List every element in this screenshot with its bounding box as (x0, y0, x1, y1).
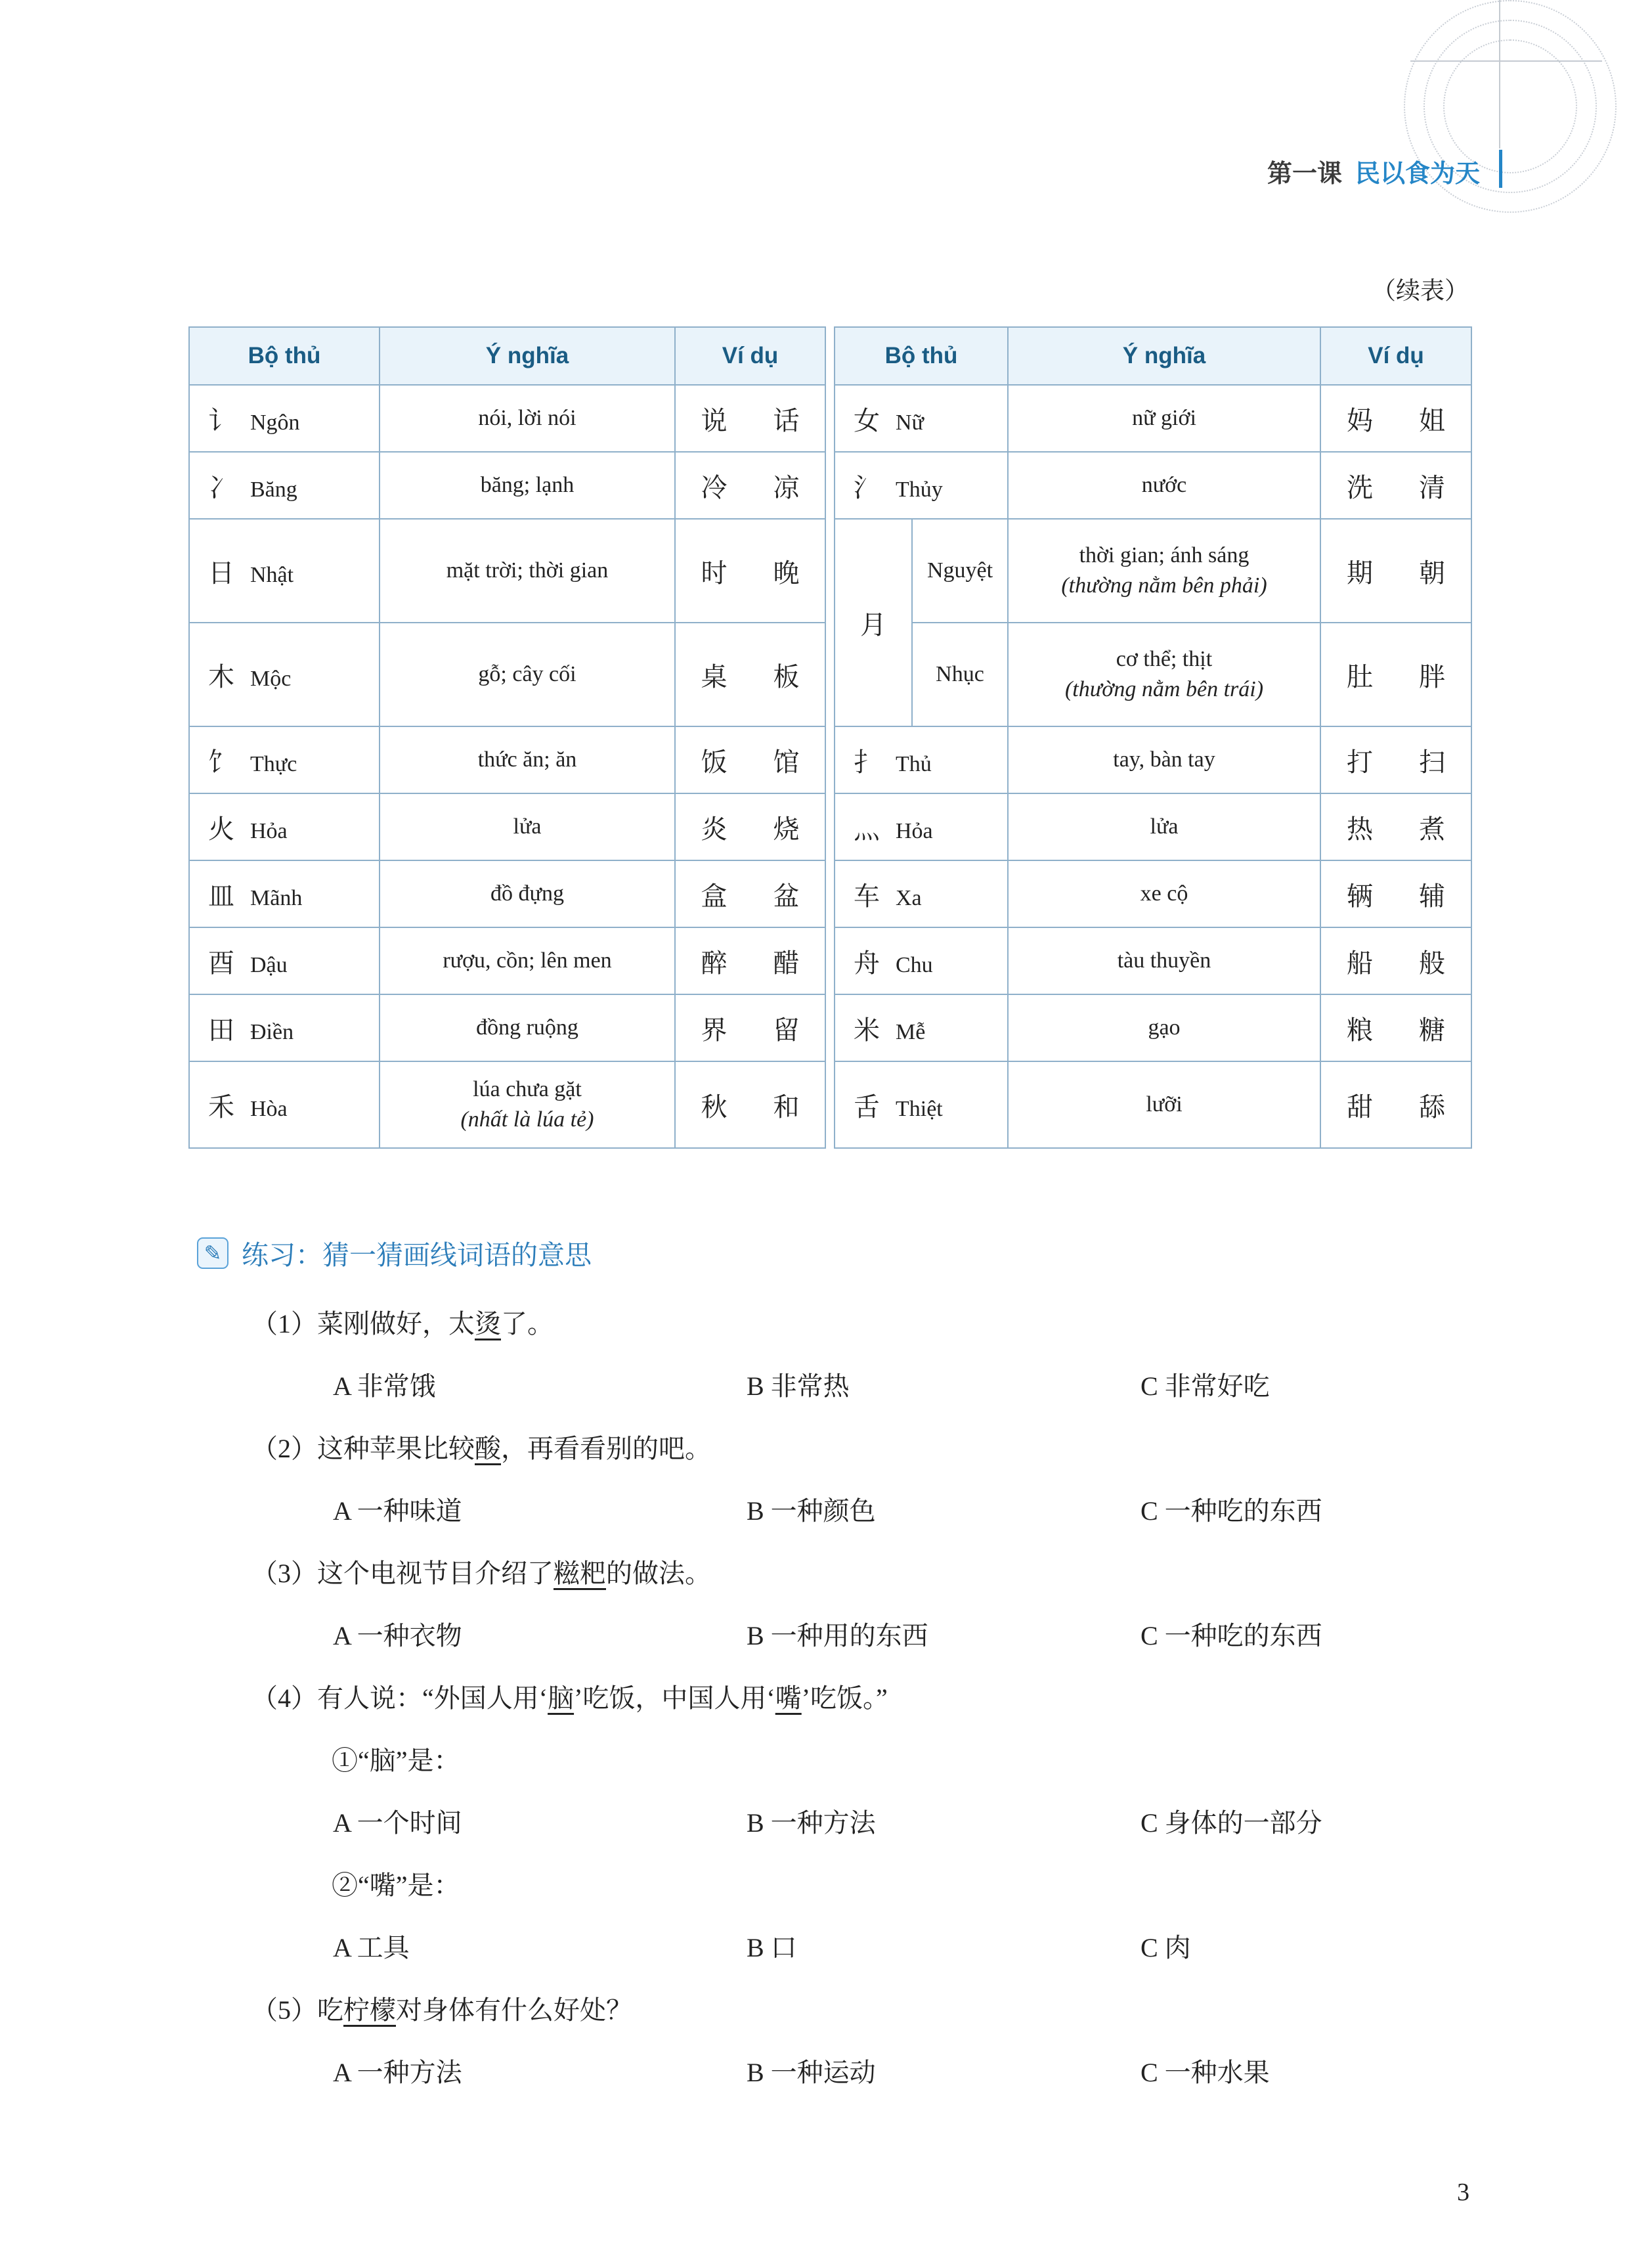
radical-name-cell (912, 623, 1008, 726)
meaning-cell: tàu thuyền (1008, 927, 1320, 994)
exercise-header (197, 1233, 592, 1272)
table-row (835, 519, 1471, 623)
meaning-cell: thức ăn; ăn (380, 726, 675, 793)
radical-cell (835, 994, 1008, 1061)
example-char: 醋 (773, 948, 800, 978)
table-row (189, 860, 825, 927)
meaning-cell: cơ thể; thịt (thường nằm bên trái) (1008, 623, 1320, 726)
table-row (835, 994, 1471, 1061)
example-cell (675, 793, 825, 860)
col-header-example: Ví dụ (1320, 327, 1471, 385)
example-cell (675, 519, 825, 623)
radical-cell (835, 1061, 1008, 1148)
radical-char: 女 (854, 405, 880, 435)
radical-name: Mãnh (250, 885, 303, 910)
example-char: 醉 (701, 948, 728, 978)
radical-char: 禾 (208, 1092, 234, 1122)
example-char: 盆 (773, 881, 800, 911)
table-header-row (189, 327, 825, 385)
example-char: 扫 (1419, 747, 1445, 777)
radical-name: Mễ (896, 1019, 926, 1044)
radical-cell (189, 860, 380, 927)
example-char: 煮 (1419, 814, 1445, 844)
radical-char: 月 (860, 609, 886, 640)
question-4-sub-2: ②“嘴”是： (332, 1871, 460, 1900)
example-char: 晚 (773, 558, 800, 588)
example-char: 洗 (1347, 472, 1373, 502)
radicals-table-right (834, 326, 1472, 1149)
radical-cell (189, 385, 380, 452)
radical-name: Thủ (896, 751, 932, 776)
radical-char: 氵 (854, 472, 880, 502)
meaning-cell: tay, bàn tay (1008, 726, 1320, 793)
example-char: 姐 (1419, 405, 1445, 435)
option-b: B 一种用的东西 (747, 1621, 928, 1650)
decorative-horizontal-line (1410, 60, 1602, 62)
example-char: 话 (773, 405, 800, 435)
table-row (835, 726, 1471, 793)
radical-name: Thiệt (896, 1096, 943, 1121)
table-row (835, 927, 1471, 994)
radical-name: Nhục (936, 662, 984, 686)
example-cell (1320, 519, 1471, 623)
table-row (189, 623, 825, 726)
table-row (189, 726, 825, 793)
example-cell (675, 860, 825, 927)
example-char: 清 (1419, 472, 1445, 502)
continued-table-label: （续表） (1372, 278, 1469, 305)
radical-char: 舌 (854, 1092, 880, 1122)
radical-char: 舟 (854, 948, 880, 978)
option-a: A 一种衣物 (333, 1621, 462, 1650)
radical-name: Ngôn (250, 410, 300, 435)
radical-char: 讠 (208, 405, 234, 435)
example-char: 甜 (1347, 1092, 1373, 1122)
example-char: 秋 (701, 1092, 728, 1122)
radical-cell (835, 927, 1008, 994)
example-char: 肚 (1347, 661, 1373, 692)
radical-char: 冫 (208, 472, 234, 502)
example-char: 辆 (1347, 881, 1373, 911)
meaning-cell: nước (1008, 452, 1320, 519)
underlined-word: 嘴 (775, 1683, 802, 1713)
example-char: 朝 (1419, 558, 1445, 588)
radical-char: 火 (208, 814, 234, 844)
question-4-sub-1-options (188, 1792, 1502, 1854)
meaning-cell: nói, lời nói (380, 385, 675, 452)
option-b: B 一种方法 (747, 1808, 876, 1838)
radical-cell (835, 385, 1008, 452)
meaning-cell: rượu, cồn; lên men (380, 927, 675, 994)
example-cell (675, 994, 825, 1061)
example-cell (1320, 793, 1471, 860)
radical-char: 车 (854, 881, 880, 911)
question-4-sub-2-options (188, 1916, 1502, 1979)
example-cell (1320, 452, 1471, 519)
underlined-word: 脑 (548, 1683, 575, 1713)
underlined-word: 烫 (475, 1309, 501, 1339)
radical-cell (835, 860, 1008, 927)
question-3: （3）这个电视节目介绍了糍粑的做法。 (251, 1559, 711, 1588)
example-char: 板 (773, 661, 800, 692)
example-cell (1320, 726, 1471, 793)
exercise-title: 练习：猜一猜画线词语的意思 (242, 1240, 592, 1270)
example-cell (675, 927, 825, 994)
example-char: 冷 (701, 472, 728, 502)
option-b: B 一种颜色 (747, 1496, 876, 1526)
radical-cell (189, 519, 380, 623)
table-row (835, 623, 1471, 726)
radical-char: 田 (208, 1015, 234, 1045)
col-header-radical: Bộ thủ (835, 327, 1008, 385)
question-4: （4）有人说：“外国人用‘脑’吃饭，中国人用‘嘴’吃饭。” (251, 1683, 888, 1713)
question-2: （2）这种苹果比较酸，再看看别的吧。 (251, 1434, 711, 1463)
example-char: 和 (773, 1092, 800, 1122)
option-a: A 一种方法 (333, 2058, 462, 2087)
radical-char: 酉 (208, 948, 234, 978)
radical-cell (189, 452, 380, 519)
table-row (835, 793, 1471, 860)
lesson-header (1267, 153, 1480, 189)
example-char: 馆 (773, 747, 800, 777)
table-row (189, 1061, 825, 1148)
radical-name: Dậu (250, 952, 288, 977)
example-char: 留 (773, 1015, 800, 1045)
meaning-cell: gỗ; cây cối (380, 623, 675, 726)
radical-char: 皿 (208, 881, 234, 911)
radical-name: Nhật (250, 562, 294, 587)
option-c: C 非常好吃 (1141, 1371, 1270, 1401)
radical-name-cell (912, 519, 1008, 623)
question-2-options (188, 1480, 1502, 1542)
example-char: 饭 (701, 747, 728, 777)
table-header-row (835, 327, 1471, 385)
option-b: B 非常热 (747, 1371, 850, 1401)
example-char: 船 (1347, 948, 1373, 978)
exercise-questions (188, 1293, 1502, 2104)
radical-cell-moon (835, 519, 912, 726)
meaning-cell: đồ đựng (380, 860, 675, 927)
radical-name: Chu (896, 952, 933, 977)
radical-cell (189, 793, 380, 860)
meaning-cell: lưỡi (1008, 1061, 1320, 1148)
meaning-cell: thời gian; ánh sáng (thường nằm bên phải) (1008, 519, 1320, 623)
example-cell (1320, 623, 1471, 726)
decorative-vertical-line (1499, 0, 1500, 148)
col-header-meaning: Ý nghĩa (1008, 327, 1320, 385)
table-row (835, 1061, 1471, 1148)
radical-char: 扌 (854, 747, 880, 777)
example-char: 桌 (701, 661, 728, 692)
example-char: 般 (1419, 948, 1445, 978)
radical-cell (189, 623, 380, 726)
radical-name: Thực (250, 751, 297, 776)
radical-char: 日 (208, 558, 234, 588)
underlined-word: 柠檬 (343, 1995, 396, 2025)
table-row (835, 452, 1471, 519)
question-1-options (188, 1355, 1502, 1417)
radical-name: Hỏa (250, 818, 288, 843)
example-char: 舔 (1419, 1092, 1445, 1122)
option-b: B 口 (747, 1933, 797, 1962)
radical-cell (835, 452, 1008, 519)
example-char: 期 (1347, 558, 1373, 588)
example-cell (675, 623, 825, 726)
question-1: （1）菜刚做好，太烫了。 (251, 1309, 554, 1339)
question-5: （5）吃柠檬对身体有什么好处？ (251, 1995, 632, 2025)
header-accent-bar (1499, 150, 1502, 188)
meaning-cell: đồng ruộng (380, 994, 675, 1061)
option-b: B 一种运动 (747, 2058, 876, 2087)
table-row (189, 385, 825, 452)
option-c: C 肉 (1141, 1933, 1191, 1962)
radicals-table (188, 326, 1472, 1149)
underlined-word: 糍粑 (554, 1559, 606, 1588)
example-char: 盒 (701, 881, 728, 911)
radical-cell (189, 994, 380, 1061)
meaning-cell: lửa (380, 793, 675, 860)
example-char: 胖 (1419, 661, 1445, 692)
radical-char: 木 (208, 661, 234, 692)
example-cell (675, 452, 825, 519)
radical-cell (835, 726, 1008, 793)
meaning-cell: xe cộ (1008, 860, 1320, 927)
option-a: A 一种味道 (333, 1496, 462, 1526)
example-char: 烧 (773, 814, 800, 844)
radical-name: Nguyệt (926, 558, 993, 583)
table-row (835, 385, 1471, 452)
radical-name: Thủy (896, 477, 943, 502)
table-row (189, 927, 825, 994)
radical-cell (189, 726, 380, 793)
question-4-sub-1: ①“脑”是： (332, 1746, 460, 1775)
radical-name: Nữ (896, 410, 924, 435)
col-header-meaning: Ý nghĩa (380, 327, 675, 385)
example-char: 界 (701, 1015, 728, 1045)
table-row (189, 519, 825, 623)
example-char: 糖 (1419, 1015, 1445, 1045)
radical-char: 饣 (208, 747, 234, 777)
radical-char: 米 (854, 1015, 880, 1045)
table-row (835, 860, 1471, 927)
radical-name: Băng (250, 477, 297, 502)
example-cell (1320, 385, 1471, 452)
option-a: A 工具 (333, 1933, 410, 1962)
example-char: 打 (1347, 747, 1373, 777)
radical-cell (189, 1061, 380, 1148)
meaning-cell: lúa chưa gặt (nhất là lúa tẻ) (380, 1061, 675, 1148)
example-cell (675, 726, 825, 793)
example-char: 炎 (701, 814, 728, 844)
example-char: 辅 (1419, 881, 1445, 911)
example-char: 热 (1347, 814, 1373, 844)
col-header-radical: Bộ thủ (189, 327, 380, 385)
table-row (189, 994, 825, 1061)
table-row (189, 452, 825, 519)
example-char: 凉 (773, 472, 800, 502)
radical-cell (835, 793, 1008, 860)
meaning-cell: lửa (1008, 793, 1320, 860)
page-number: 3 (1457, 2179, 1469, 2206)
option-c: C 一种水果 (1141, 2058, 1270, 2087)
example-cell (1320, 860, 1471, 927)
meaning-cell: mặt trời; thời gian (380, 519, 675, 623)
option-a: A 非常饿 (333, 1371, 436, 1401)
question-5-options (188, 2041, 1502, 2104)
radical-name: Hòa (250, 1096, 288, 1121)
example-char: 妈 (1347, 405, 1373, 435)
example-cell (675, 385, 825, 452)
radical-cell (189, 927, 380, 994)
radical-name: Hỏa (896, 818, 933, 843)
example-cell (1320, 1061, 1471, 1148)
example-cell (675, 1061, 825, 1148)
meaning-cell: nữ giới (1008, 385, 1320, 452)
example-char: 说 (701, 405, 728, 435)
example-char: 时 (701, 558, 728, 588)
radicals-table-left (188, 326, 826, 1149)
example-cell (1320, 994, 1471, 1061)
underlined-word: 酸 (475, 1434, 501, 1463)
meaning-cell: băng; lạnh (380, 452, 675, 519)
pencil-icon: ✎ (197, 1237, 228, 1269)
question-3-options (188, 1605, 1502, 1667)
option-c: C 一种吃的东西 (1141, 1496, 1322, 1526)
option-a: A 一个时间 (333, 1808, 462, 1838)
lesson-number: 第一课 (1267, 160, 1342, 188)
option-c: C 一种吃的东西 (1141, 1621, 1322, 1650)
table-row (189, 793, 825, 860)
lesson-title: 民以食为天 (1355, 160, 1480, 188)
col-header-example: Ví dụ (675, 327, 825, 385)
radical-name: Xa (896, 885, 922, 910)
radical-name: Điền (250, 1019, 294, 1044)
example-cell (1320, 927, 1471, 994)
option-c: C 身体的一部分 (1141, 1808, 1322, 1838)
radical-name: Mộc (250, 666, 292, 691)
example-char: 粮 (1347, 1015, 1373, 1045)
meaning-cell: gạo (1008, 994, 1320, 1061)
radical-char: 灬 (854, 814, 880, 844)
